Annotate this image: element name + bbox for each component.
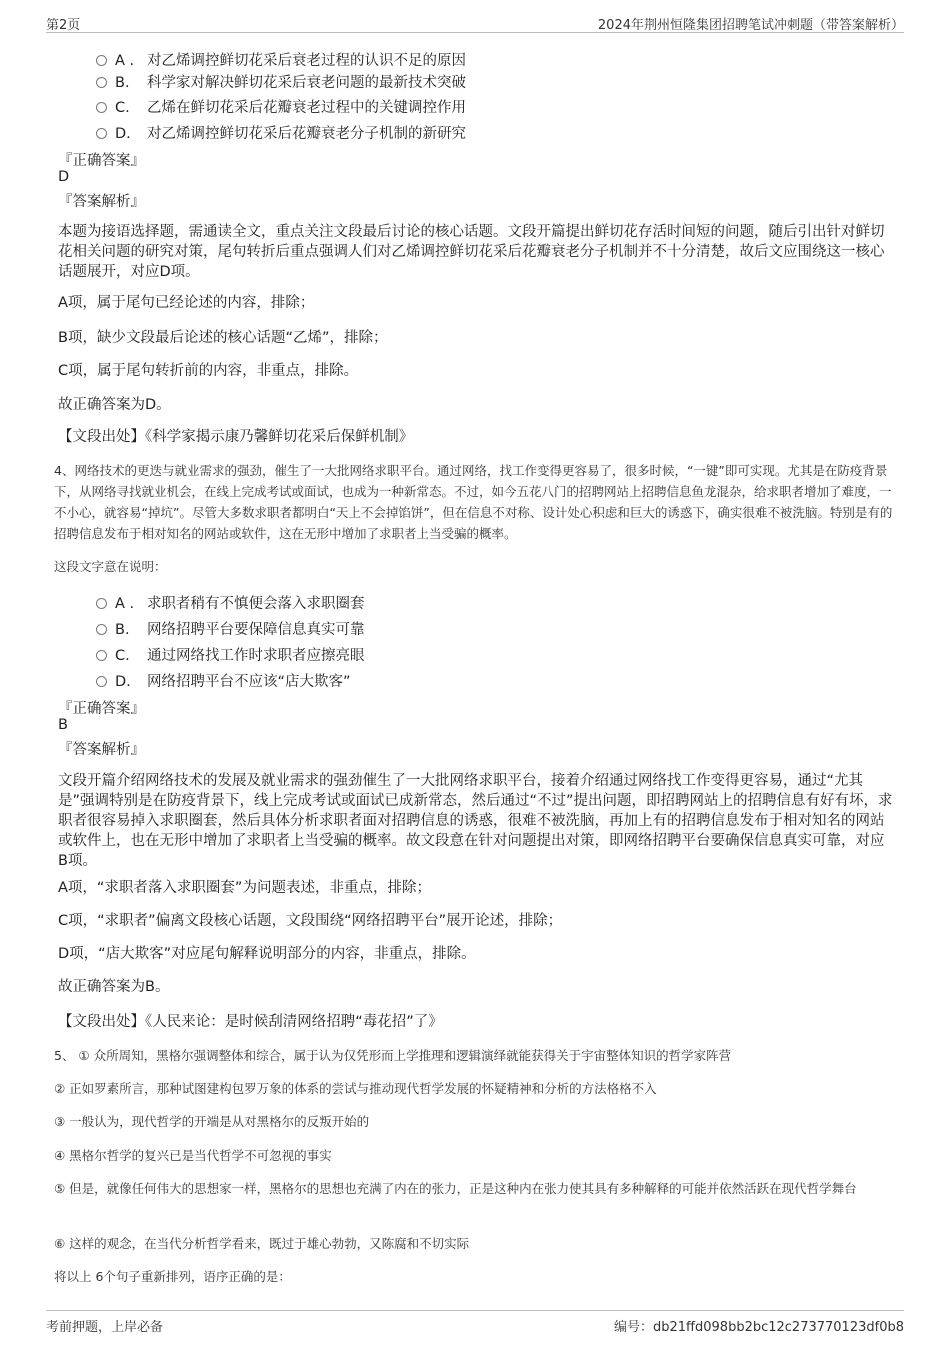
radio-icon[interactable] [96,128,107,139]
page-header [46,12,904,33]
q5-sentence-6: ⑥ 这样的观念，在当代分析哲学看来，既过于雄心勃勃，又陈腐和不切实际 [54,1236,470,1251]
radio-icon[interactable] [96,650,107,661]
q3-analysis-item-c: C项，属于尾句转折前的内容，非重点，排除。 [58,363,359,379]
q3-source: 【文段出处】《科学家揭示康乃馨鲜切花采后保鲜机制》 [58,429,414,445]
q4-option-b[interactable]: B. 网络招聘平台要保障信息真实可靠 [96,618,365,639]
q5-sentence-5: ⑤ 但是，就像任何伟大的思想家一样，黑格尔的思想也充满了内在的张力，正是这种内在张力使其具有多种解释的可能并依然活跃在现代哲学舞台 [54,1181,857,1196]
q4-analysis-item-d: D项，“店大欺客”对应尾句解释说明部分的内容，非重点，排除。 [58,946,476,962]
footer-slogan: 考前押题，上岸必备 [46,1320,164,1335]
document-title: 2024年荆州恒隆集团招聘笔试冲刺题（带答案解析） [597,18,904,33]
radio-icon[interactable] [96,598,107,609]
q4-stem: 4、网络技术的更迭与就业需求的强劲，催生了一大批网络求职平台。通过网络，找工作变得更容易了，很多时候，“一键”即可实现。尤其是在防疫背景下，从网络寻找就业机会，在线上完成考试或面试，也成为一种新常态。不过，如今五花八门的招聘网站上招聘信息鱼龙混杂，给求职者增加了难度，一不小心，就容易“掉坑”。尽管大多数求职者都明白“天上不会掉馅饼”，但在信息不对称、设计处心积虑和巨大的诱惑下，确实很难不被洗脑。特别是有的招聘信息发布于相对知名的网站或软件，这在无形中增加了求职者上当受骗的概率。 [54,463,893,541]
q3-option-a[interactable]: A . 对乙烯调控鲜切花采后衰老过程的认识不足的原因 [96,49,466,70]
q5-sentence-1: 5、 ① 众所周知，黑格尔强调整体和综合，属于认为仅凭形而上学推理和逻辑演绎就能获得关于宇宙整体知识的哲学家阵营 [54,1048,732,1063]
radio-icon[interactable] [96,624,107,635]
radio-icon[interactable] [96,102,107,113]
document-code: 编号：db21ffd098bb2bc12c273770123df0b8 [614,1320,904,1335]
q4-option-d[interactable]: D. 网络招聘平台不应该“店大欺客” [96,670,351,691]
q3-analysis: 本题为接语选择题，需通读全文，重点关注文段最后讨论的核心话题。文段开篇提出鲜切花存活时间短的问题，随后引出针对鲜切花相关问题的研究对策，尾句转折后重点强调人们对乙烯调控鲜切花采后花瓣衰老分子机制并不十分清楚，故后文应围绕这一核心话题展开，对应D项。 [58,224,885,280]
q4-analysis-item-a: A项，“求职者落入求职圈套”为问题表述，非重点，排除； [58,880,431,896]
q3-conclusion: 故正确答案为D。 [58,397,171,413]
q5-question: 将以上 6个句子重新排列，语序正确的是： [54,1269,291,1284]
q4-option-c[interactable]: C. 通过网络找工作时求职者应擦亮眼 [96,644,365,665]
q3-analysis-item-b: B项，缺少文段最后论述的核心话题“乙烯”，排除； [58,330,388,346]
radio-icon[interactable] [96,77,107,88]
q4-option-a[interactable]: A . 求职者稍有不慎便会落入求职圈套 [96,592,365,613]
q4-analysis-label: 『答案解析』 [58,742,145,758]
page-footer [46,1310,904,1335]
q5-sentence-3: ③ 一般认为，现代哲学的开端是从对黑格尔的反叛开始的 [54,1114,370,1129]
q5-sentence-2: ② 正如罗素所言，那种试图建构包罗万象的体系的尝试与推动现代哲学发展的怀疑精神和分析的方法格格不入 [54,1081,657,1096]
q3-option-c[interactable]: C. 乙烯在鲜切花采后花瓣衰老过程中的关键调控作用 [96,96,466,117]
q3-analysis-label: 『答案解析』 [58,194,145,210]
q5-sentence-4: ④ 黑格尔哲学的复兴已是当代哲学不可忽视的事实 [54,1148,332,1163]
q4-analysis-item-c: C项，“求职者”偏离文段核心话题，文段围绕“网络招聘平台”展开论述，排除； [58,913,563,929]
q4-analysis: 文段开篇介绍网络技术的发展及就业需求的强劲催生了一大批网络求职平台，接着介绍通过网络找工作变得更容易，通过“尤其是”强调特别是在防疫背景下，线上完成考试或面试已成新常态，然后通过“不过”提出问题，即招聘网站上的招聘信息有好有坏，求职者很容易掉入求职圈套，然后具体分析求职者面对招聘信息的诱惑，很难不被洗脑，再加上有的招聘信息发布于相对知名的网站或软件上，也在无形中增加了求职者上当受骗的概率。故文段意在针对问题提出对策，即网络招聘平台要确保信息真实可靠，对应B项。 [58,773,893,869]
q4-answer: B [58,717,68,733]
q4-question: 这段文字意在说明： [54,559,167,574]
q4-conclusion: 故正确答案为B。 [58,979,170,995]
q4-answer-label: 『正确答案』 [58,701,145,717]
radio-icon[interactable] [96,55,107,66]
q4-source: 【文段出处】《人民来论：是时候刮清网络招聘“毒花招”了》 [58,1014,443,1030]
q3-answer-label: 『正确答案』 [58,153,145,169]
q3-answer: D [58,169,70,185]
page-number: 第2页 [46,18,81,33]
q3-option-d[interactable]: D. 对乙烯调控鲜切花采后花瓣衰老分子机制的新研究 [96,122,466,143]
radio-icon[interactable] [96,676,107,687]
q3-analysis-item-a: A项，属于尾句已经论述的内容，排除； [58,295,315,311]
q3-option-b[interactable]: B. 科学家对解决鲜切花采后衰老问题的最新技术突破 [96,71,466,92]
